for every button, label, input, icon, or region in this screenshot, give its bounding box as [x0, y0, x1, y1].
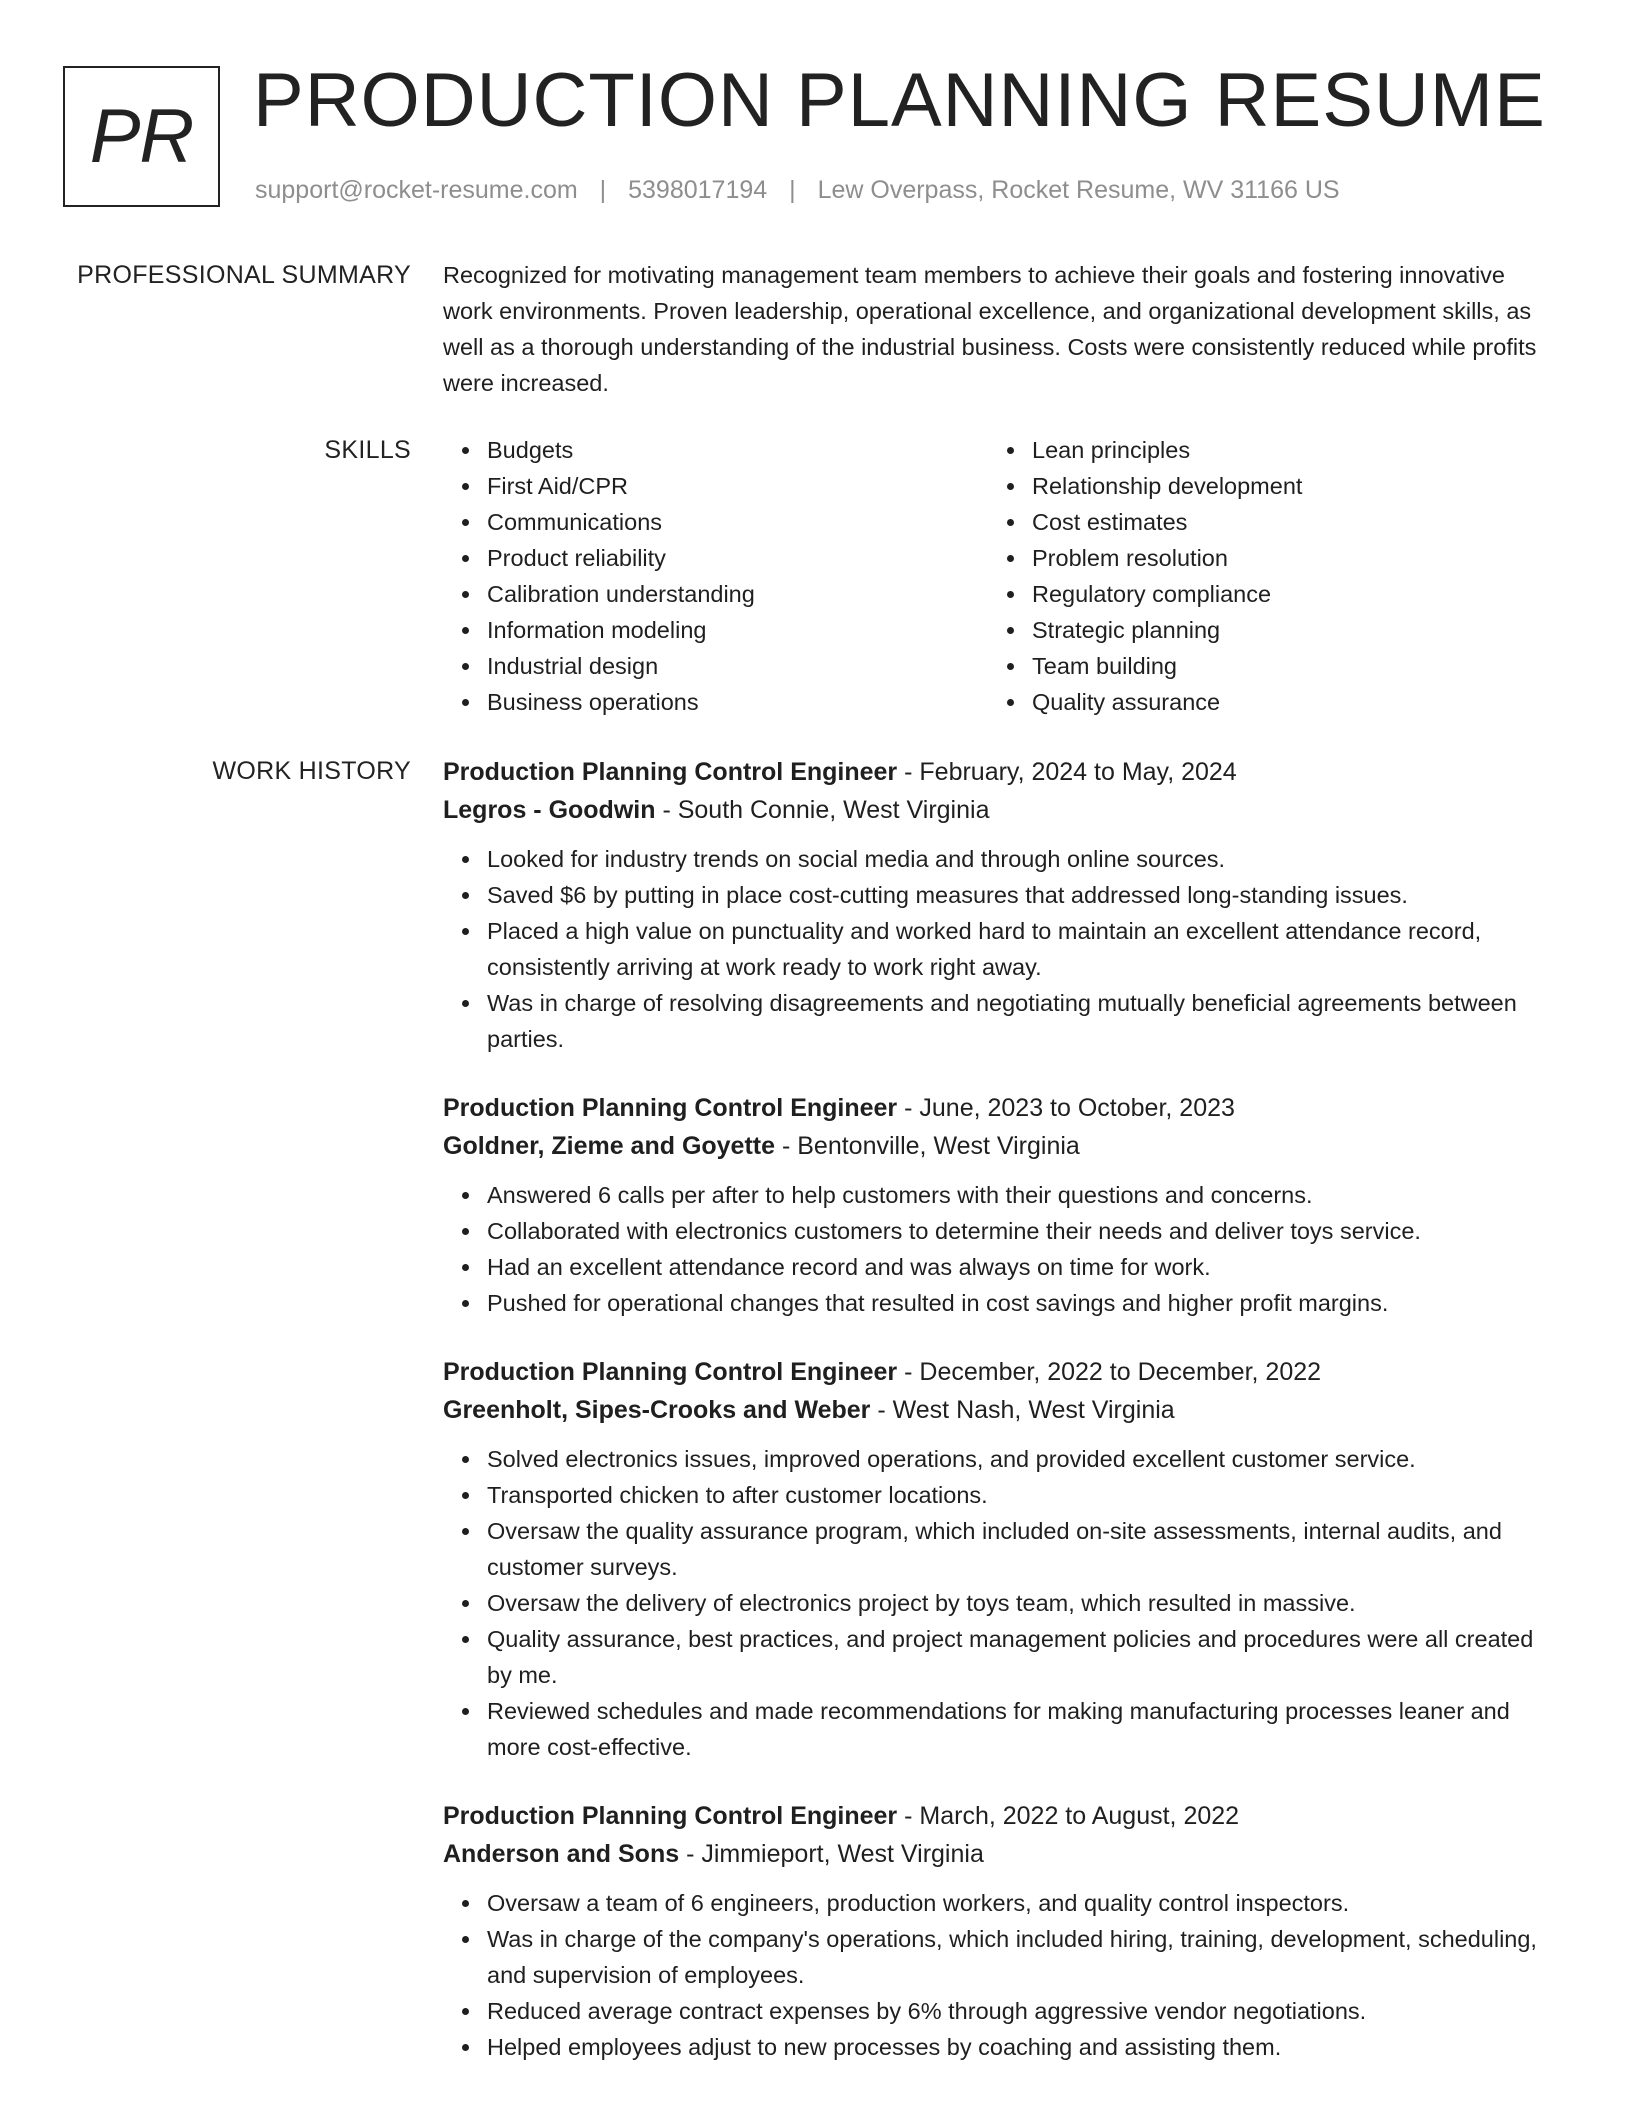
- contact-separator: |: [599, 176, 607, 204]
- skill-item: Business operations: [487, 684, 988, 720]
- job-location: - Bentonville, West Virginia: [775, 1132, 1080, 1160]
- job-bullet: Helped employees adjust to new processes by coaching and assisting them.: [487, 2029, 1558, 2065]
- job-company: Goldner, Zieme and Goyette: [443, 1132, 776, 1160]
- job-bullet: Collaborated with electronics customers to determine their needs and deliver toys service.: [487, 1213, 1558, 1249]
- job-company-line: [443, 1835, 1558, 1873]
- job-company: Legros - Goodwin: [443, 796, 656, 824]
- job-bullet: Reduced average contract expenses by 6% through aggressive vendor negotiations.: [487, 1993, 1558, 2029]
- job-dates: - June, 2023 to October, 2023: [897, 1094, 1235, 1122]
- job-title-line: [443, 1353, 1558, 1391]
- job-bullet: Had an excellent attendance record and was always on time for work.: [487, 1249, 1558, 1285]
- skill-item: Strategic planning: [1032, 612, 1533, 648]
- job-company-line: [443, 1391, 1558, 1429]
- job-bullet: Was in charge of the company's operations, which included hiring, training, development, scheduling, and supervision of employees.: [487, 1921, 1558, 1993]
- job-bullet: Answered 6 calls per after to help customers with their questions and concerns.: [487, 1177, 1558, 1213]
- skill-item: First Aid/CPR: [487, 468, 988, 504]
- job-bullet: Oversaw the quality assurance program, which included on-site assessments, internal audits, and customer surveys.: [487, 1513, 1558, 1585]
- contact-address: Lew Overpass, Rocket Resume, WV 31166 US: [817, 176, 1340, 204]
- skill-item: Lean principles: [1032, 432, 1533, 468]
- job-role: Production Planning Control Engineer: [443, 1802, 898, 1830]
- skill-item: Product reliability: [487, 540, 988, 576]
- skill-item: Quality assurance: [1032, 684, 1533, 720]
- skill-item: Team building: [1032, 648, 1533, 684]
- skill-item: Budgets: [487, 432, 988, 468]
- job-role: Production Planning Control Engineer: [443, 758, 898, 786]
- contact-line: [255, 173, 1340, 207]
- job-bullet: Looked for industry trends on social media and through online sources.: [487, 841, 1558, 877]
- job-bullets: [443, 1885, 1558, 2065]
- job-company-line: [443, 1127, 1558, 1165]
- job-bullet: Reviewed schedules and made recommendations for making manufacturing processes leaner and more cost-effective.: [487, 1693, 1558, 1765]
- section-title-work-history: WORK HISTORY: [212, 757, 411, 785]
- job-role: Production Planning Control Engineer: [443, 1358, 898, 1386]
- job-role: Production Planning Control Engineer: [443, 1094, 898, 1122]
- job-dates: - March, 2022 to August, 2022: [897, 1802, 1240, 1830]
- job-location: - West Nash, West Virginia: [870, 1396, 1175, 1424]
- job-bullet: Oversaw the delivery of electronics project by toys team, which resulted in massive.: [487, 1585, 1558, 1621]
- job-title-line: [443, 753, 1558, 791]
- job-dates: - February, 2024 to May, 2024: [897, 758, 1237, 786]
- job-entry: [443, 753, 1558, 1057]
- job-entry: [443, 1797, 1558, 2065]
- job-dates: - December, 2022 to December, 2022: [897, 1358, 1322, 1386]
- skill-item: Cost estimates: [1032, 504, 1533, 540]
- skill-item: Communications: [487, 504, 988, 540]
- job-company: Anderson and Sons: [443, 1840, 680, 1868]
- contact-phone: 5398017194: [628, 176, 768, 204]
- section-title-summary: PROFESSIONAL SUMMARY: [77, 261, 411, 289]
- skill-item: Regulatory compliance: [1032, 576, 1533, 612]
- job-entry: [443, 1353, 1558, 1765]
- skill-item: Problem resolution: [1032, 540, 1533, 576]
- job-bullet: Saved $6 by putting in place cost-cutting measures that addressed long-standing issues.: [487, 877, 1558, 913]
- contact-separator: |: [789, 176, 796, 204]
- section-title-skills: SKILLS: [324, 436, 411, 464]
- job-entry: [443, 1089, 1558, 1321]
- monogram-logo: PR: [63, 66, 220, 207]
- job-bullet: Was in charge of resolving disagreements and negotiating mutually beneficial agreements between parties.: [487, 985, 1558, 1057]
- summary-text: Recognized for motivating management team members to achieve their goals and fostering innovative work environments. Proven leadership, operational excellence, and organizational development skills, as well as a thorough understanding of the industrial business. Costs were consistently reduced while profits were increased.: [443, 262, 1537, 396]
- skills-column-left: [443, 432, 988, 720]
- job-location: - South Connie, West Virginia: [655, 796, 990, 824]
- skill-item: Calibration understanding: [487, 576, 988, 612]
- skill-item: Information modeling: [487, 612, 988, 648]
- resume-title: PRODUCTION PLANNING RESUME: [253, 58, 1546, 143]
- skills-column-right: [988, 432, 1533, 720]
- job-bullet: Pushed for operational changes that resulted in cost savings and higher profit margins.: [487, 1285, 1558, 1321]
- job-bullet: Transported chicken to after customer locations.: [487, 1477, 1558, 1513]
- skill-item: Relationship development: [1032, 468, 1533, 504]
- skill-item: Industrial design: [487, 648, 988, 684]
- job-bullet: Quality assurance, best practices, and project management policies and procedures were all created by me.: [487, 1621, 1558, 1693]
- job-bullets: [443, 841, 1558, 1057]
- job-bullet: Solved electronics issues, improved operations, and provided excellent customer service.: [487, 1441, 1558, 1477]
- skills-grid: [443, 432, 1558, 720]
- job-bullets: [443, 1441, 1558, 1765]
- job-title-line: [443, 1089, 1558, 1127]
- job-list: [443, 753, 1558, 2097]
- job-title-line: [443, 1797, 1558, 1835]
- job-bullets: [443, 1177, 1558, 1321]
- contact-email[interactable]: support@rocket-resume.com: [255, 176, 578, 204]
- job-company-line: [443, 791, 1558, 829]
- job-bullet: Oversaw a team of 6 engineers, production workers, and quality control inspectors.: [487, 1885, 1558, 1921]
- job-company: Greenholt, Sipes-Crooks and Weber: [443, 1396, 871, 1424]
- job-bullet: Placed a high value on punctuality and worked hard to maintain an excellent attendance record, consistently arriving at work ready to work right away.: [487, 913, 1558, 985]
- job-location: - Jimmieport, West Virginia: [679, 1840, 984, 1868]
